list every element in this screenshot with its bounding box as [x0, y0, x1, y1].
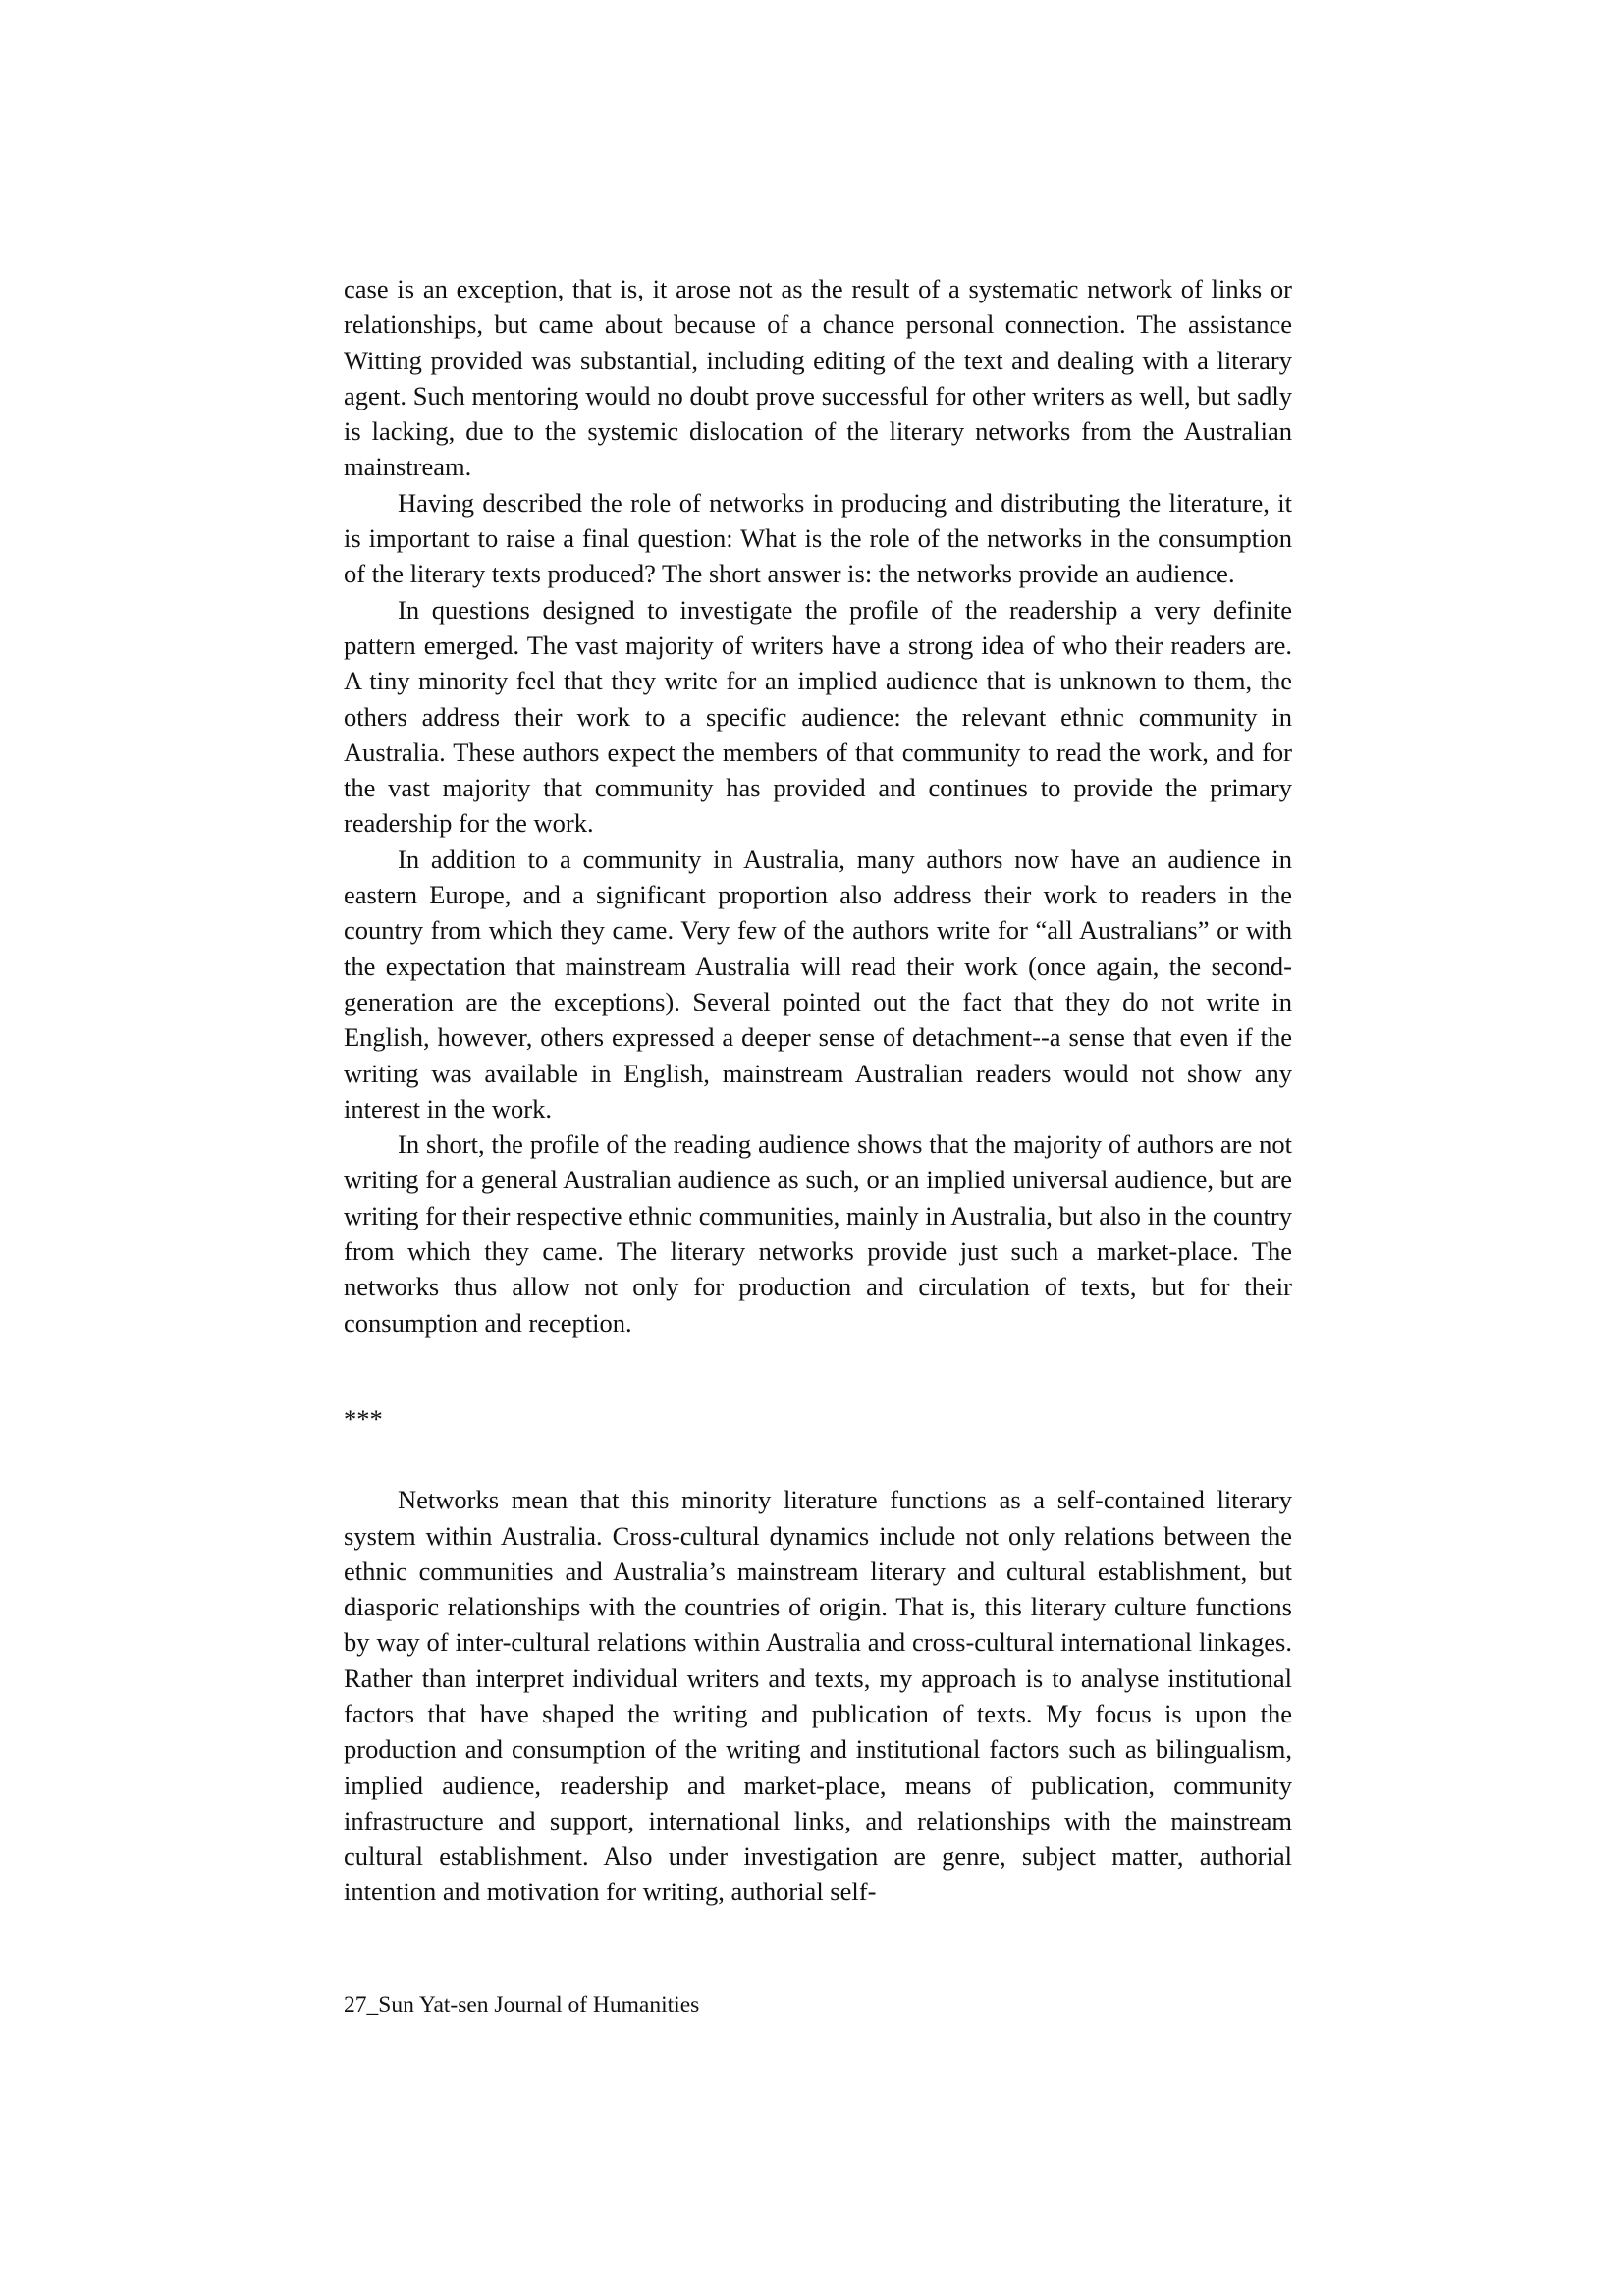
section-separator: ***: [344, 1403, 383, 1434]
paragraph: Having described the role of networks in producing and distributing the literature, it is important to raise a final question: What is the role of the networks in the consumption of the literary texts produced? The short answer is: the networks provide an audience.: [344, 487, 1292, 589]
paragraph: In addition to a community in Australia, many authors now have an audience in eastern Europe, and a significant proportion also address their work to readers in the country from which they came. Very few of the authors write for “all Australians” or with the expectation that mainstream Australia will read their work (once again, the second-generation are the exceptions). Several pointed out the fact that they do not write in English, however, others expressed a deeper sense of detachment--a sense that even if the writing was available in English, mainstream Australian readers would not show any interest in the work.: [344, 844, 1292, 1123]
paragraph-continued: case is an exception, that is, it arose not as the result of a systematic network of links or relationships, but came about because of a chance personal connection. The assistance Witting provided was substantial, including editing of the text and dealing with a literary agent. Such mentoring would no doubt prove successful for other writers as well, but sadly is lacking, due to the systemic dislocation of the literary networks from the Australian mainstream.: [344, 274, 1292, 482]
page-footer: 27_Sun Yat-sen Journal of Humanities: [344, 1993, 700, 2018]
paragraph: Networks mean that this minority literature functions as a self-contained literary system within Australia. Cross-cultural dynamics include not only relations between the ethnic communities and Australia’s mainstream literary and cultural establishment, but diasporic relationships with the countries of origin. That is, this literary culture functions by way of inter-cultural relations within Australia and cross-cultural international linkages. Rather than interpret individual writers and texts, my approach is to analyse institutional factors that have shaped the writing and publication of texts. My focus is upon the production and consumption of the writing and institutional factors such as bilingualism, implied audience, readership and market-place, means of publication, community infrastructure and support, international links, and relationships with the mainstream cultural establishment. Also under investigation are genre, subject matter, authorial intention and motivation for writing, authorial self-: [344, 1485, 1292, 1907]
paragraph: In questions designed to investigate the profile of the readership a very definite pattern emerged. The vast majority of writers have a strong idea of who their readers are. A tiny minority feel that they write for an implied audience that is unknown to them, the others address their work to a specific audience: the relevant ethnic community in Australia. These authors expect the members of that community to read the work, and for the vast majority that community has provided and continues to provide the primary readership for the work.: [344, 594, 1292, 839]
article-body: [344, 271, 1292, 1910]
paragraph: In short, the profile of the reading audience shows that the majority of authors are not writing for a general Australian audience as such, or an implied universal audience, but are writing for their respective ethnic communities, mainly in Australia, but also in the country from which they came. The literary networks provide just such a market-place. The networks thus allow not only for production and circulation of texts, but for their consumption and reception.: [344, 1129, 1292, 1338]
